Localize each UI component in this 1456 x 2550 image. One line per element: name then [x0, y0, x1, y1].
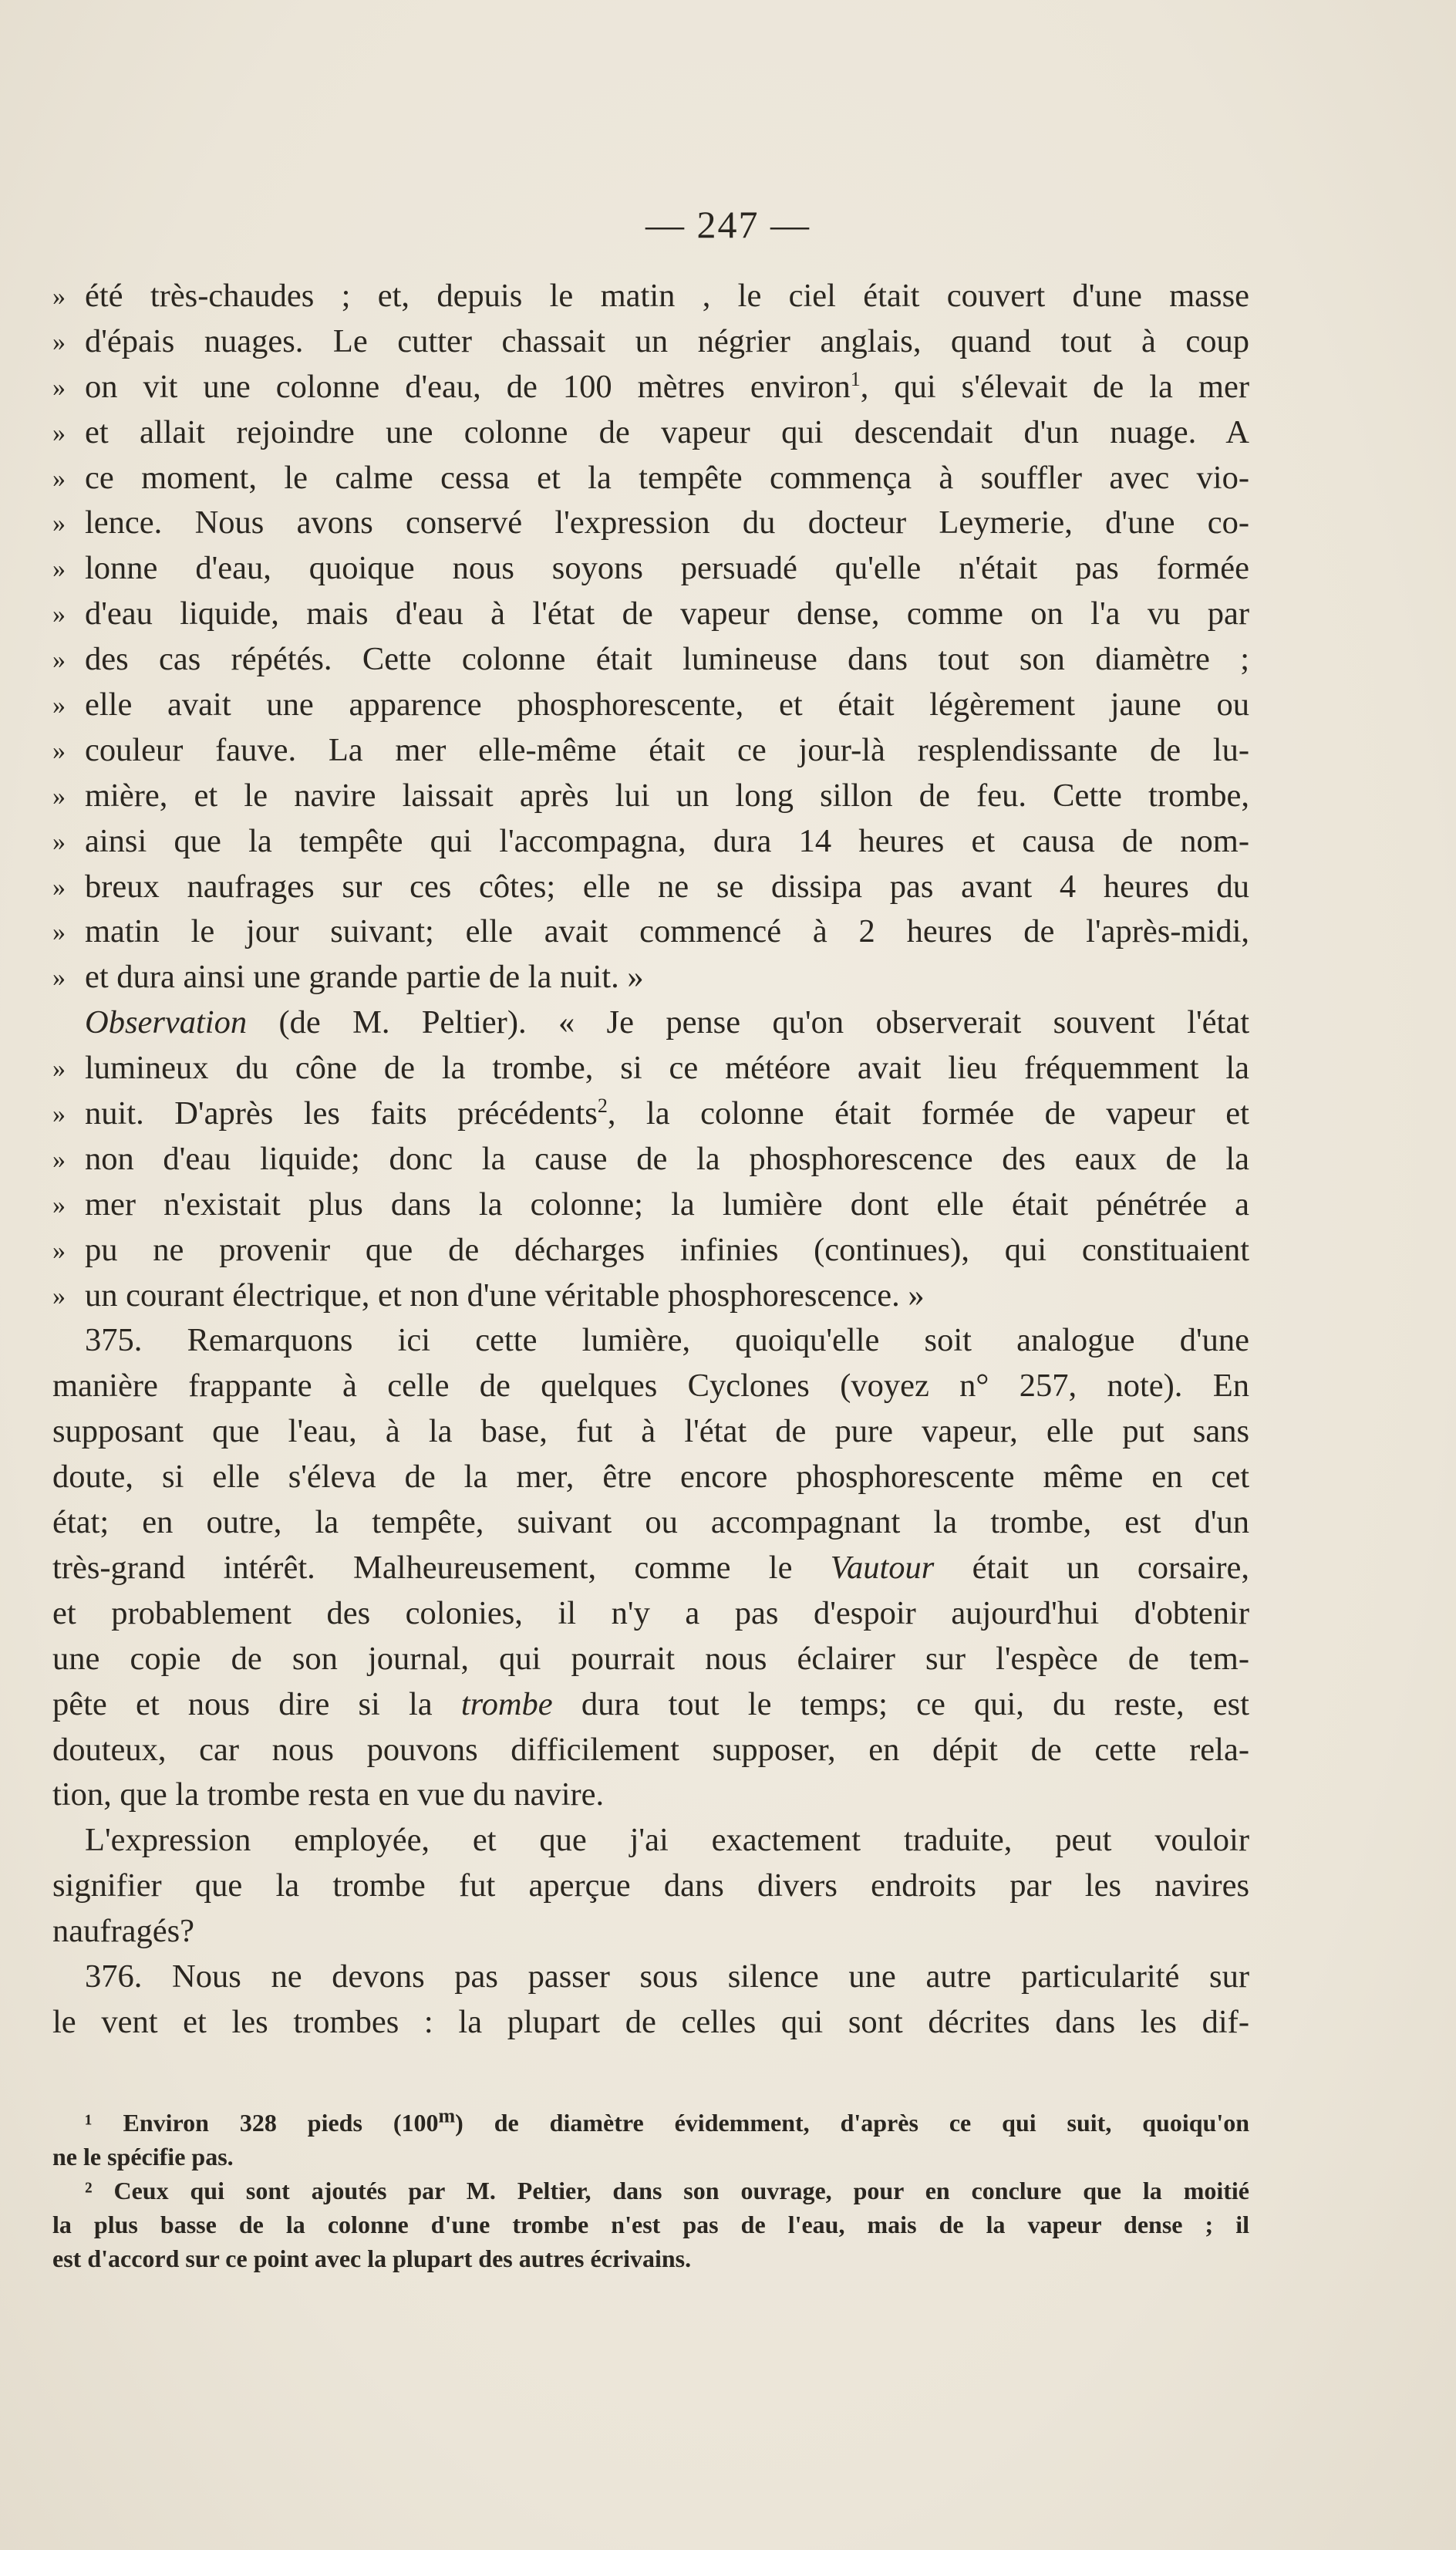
- quote-mark: »: [52, 418, 66, 447]
- quote-mark: »: [52, 282, 66, 311]
- footnote-1: ¹ Environ 328 pieds (100$^m$) de diamètre évidemment, d'après ce qui suit, quoiqu'on: [85, 2104, 1250, 2137]
- quote-mark: »: [52, 646, 66, 675]
- text-line: » et dura ainsi une grande partie de la nuit. »: [52, 955, 1249, 1000]
- quote-mark: »: [52, 1190, 66, 1219]
- text-line: le vent et les trombes : la plupart de celles qui sont décrites dans les dif-: [52, 2003, 1249, 2040]
- text-line: » été très-chaudes ; et, depuis le matin , le ciel était couvert d'une masse: [52, 274, 1249, 319]
- text-line: » elle avait une apparence phosphorescente, et était légèrement jaune ou: [52, 683, 1249, 728]
- quote-mark: »: [52, 1281, 66, 1310]
- quote-mark: »: [52, 1145, 66, 1174]
- quote-mark: »: [52, 963, 66, 993]
- text-line: signifier que la trombe fut aperçue dans divers endroits par les navires: [52, 1867, 1249, 1904]
- paragraph-375-start: 375. Remarquons ici cette lumière, quoiqu'elle soit analogue d'une: [85, 1322, 1249, 1359]
- quote-mark: »: [52, 600, 66, 629]
- paragraph-376-start: 376. Nous ne devons pas passer sous silence une autre particularité sur: [85, 1958, 1249, 1995]
- quote-mark: »: [52, 736, 66, 765]
- quote-mark: »: [52, 1100, 66, 1129]
- text-line: naufragés?: [52, 1913, 195, 1950]
- footnote-1-cont: ne le spécifie pas.: [52, 2143, 234, 2171]
- footnote-2: ² Ceux qui sont ajoutés par M. Peltier, dans son ouvrage, pour en conclure que la moitié: [85, 2177, 1249, 2204]
- trombe-emphasis: trombe: [460, 1685, 553, 1722]
- page-number: — 247 —: [645, 203, 811, 246]
- quote-mark: »: [52, 781, 66, 811]
- text-line: » un courant électrique, et non d'une véritable phosphorescence. »: [52, 1273, 1249, 1319]
- text-line: » lonne d'eau, quoique nous soyons persuadé qu'elle n'était pas formée: [52, 546, 1249, 592]
- text-line: tion, que la trombe resta en vue du navire.: [52, 1776, 605, 1813]
- text-line: douteux, car nous pouvons difficilement supposer, en dépit de cette rela-: [52, 1731, 1249, 1768]
- observation-heading-line: Observation (de M. Peltier). « Je pense qu'on observerait souvent l'état: [85, 1004, 1249, 1041]
- text-line: » et allait rejoindre une colonne de vapeur qui descendait d'un nuage. A: [52, 410, 1249, 456]
- text-line: » pu ne provenir que de décharges infinies (continues), qui constituaient: [52, 1228, 1249, 1273]
- text-line: » lence. Nous avons conservé l'expression du docteur Leymerie, d'une co-: [52, 501, 1249, 546]
- text-line: » matin le jour suivant; elle avait commencé à 2 heures de l'après-midi,: [52, 909, 1249, 955]
- footnotes: [52, 2106, 1249, 2275]
- text-line: » mer n'existait plus dans la colonne; la lumière dont elle était pénétrée a: [52, 1182, 1249, 1228]
- ship-name: Vautour: [830, 1549, 935, 1586]
- text-line: » couleur fauve. La mer elle-même était ce jour-là resplendissante de lu-: [52, 728, 1249, 774]
- text-line: » ce moment, le calme cessa et la tempête commença à souffler avec vio-: [52, 456, 1249, 501]
- text-line: » d'épais nuages. Le cutter chassait un négrier anglais, quand tout à coup: [52, 319, 1249, 365]
- quote-mark: »: [52, 691, 66, 720]
- text-line: » on vit une colonne d'eau, de 100 mètres environ$^1$, qui s'élevait de la mer: [52, 365, 1249, 410]
- text-line: supposant que l'eau, à la base, fut à l'état de pure vapeur, elle put sans: [52, 1413, 1249, 1450]
- paragraph-start: L'expression employée, et que j'ai exactement traduite, peut vouloir: [85, 1822, 1249, 1859]
- text-line: » d'eau liquide, mais d'eau à l'état de vapeur dense, comme on l'a vu par: [52, 592, 1249, 637]
- quote-mark: »: [52, 327, 66, 356]
- text-line: » mière, et le navire laissait après lui un long sillon de feu. Cette trombe,: [52, 774, 1249, 819]
- footnote-2-cont: la plus basse de la colonne d'une trombe n'est pas de l'eau, mais de la vapeur dense ; il: [52, 2211, 1249, 2238]
- text-line: » ainsi que la tempête qui l'accompagna, dura 14 heures et causa de nom-: [52, 819, 1249, 865]
- quote-mark: »: [52, 827, 66, 856]
- quote-mark: »: [52, 509, 66, 538]
- quote-mark: »: [52, 555, 66, 584]
- body-text: [52, 274, 1249, 2046]
- text-line: très-grand intérêt. Malheureusement, comme le Vautour était un corsaire,: [52, 1549, 1249, 1586]
- text-line: doute, si elle s'éleva de la mer, être encore phosphorescente même en cet: [52, 1459, 1249, 1496]
- quote-mark: »: [52, 872, 66, 902]
- text-line: état; en outre, la tempête, suivant ou accompagnant la trombe, est d'un: [52, 1504, 1249, 1541]
- footnote-ref-1: 1: [850, 367, 861, 390]
- text-line: pête et nous dire si la trombe dura tout le temps; ce qui, du reste, est: [52, 1685, 1249, 1722]
- text-line: » breux naufrages sur ces côtes; elle ne se dissipa pas avant 4 heures du: [52, 865, 1249, 910]
- text-line: » non d'eau liquide; donc la cause de la phosphorescence des eaux de la: [52, 1137, 1249, 1182]
- quote-mark: »: [52, 1236, 66, 1265]
- text-line: » lumineux du cône de la trombe, si ce météore avait lieu fréquemment la: [52, 1046, 1249, 1091]
- quote-mark: »: [52, 1054, 66, 1084]
- text-line: » nuit. D'après les faits précédents$^2$, la colonne était formée de vapeur et: [52, 1091, 1249, 1137]
- text-line: et probablement des colonies, il n'y a pas d'espoir aujourd'hui d'obtenir: [52, 1594, 1249, 1631]
- quote-mark: »: [52, 373, 66, 402]
- footnote-ref-2: 2: [597, 1094, 608, 1117]
- text-line: manière frappante à celle de quelques Cyclones (voyez n° 257, note). En: [52, 1368, 1249, 1405]
- quote-mark: »: [52, 464, 66, 493]
- text-line: » des cas répétés. Cette colonne était lumineuse dans tout son diamètre ;: [52, 637, 1249, 683]
- footnote-2-cont: est d'accord sur ce point avec la plupart des autres écrivains.: [52, 2245, 692, 2272]
- text-line: une copie de son journal, qui pourrait nous éclairer sur l'espèce de tem-: [52, 1640, 1249, 1677]
- observation-label: Observation: [85, 1004, 248, 1041]
- quote-mark: »: [52, 918, 66, 947]
